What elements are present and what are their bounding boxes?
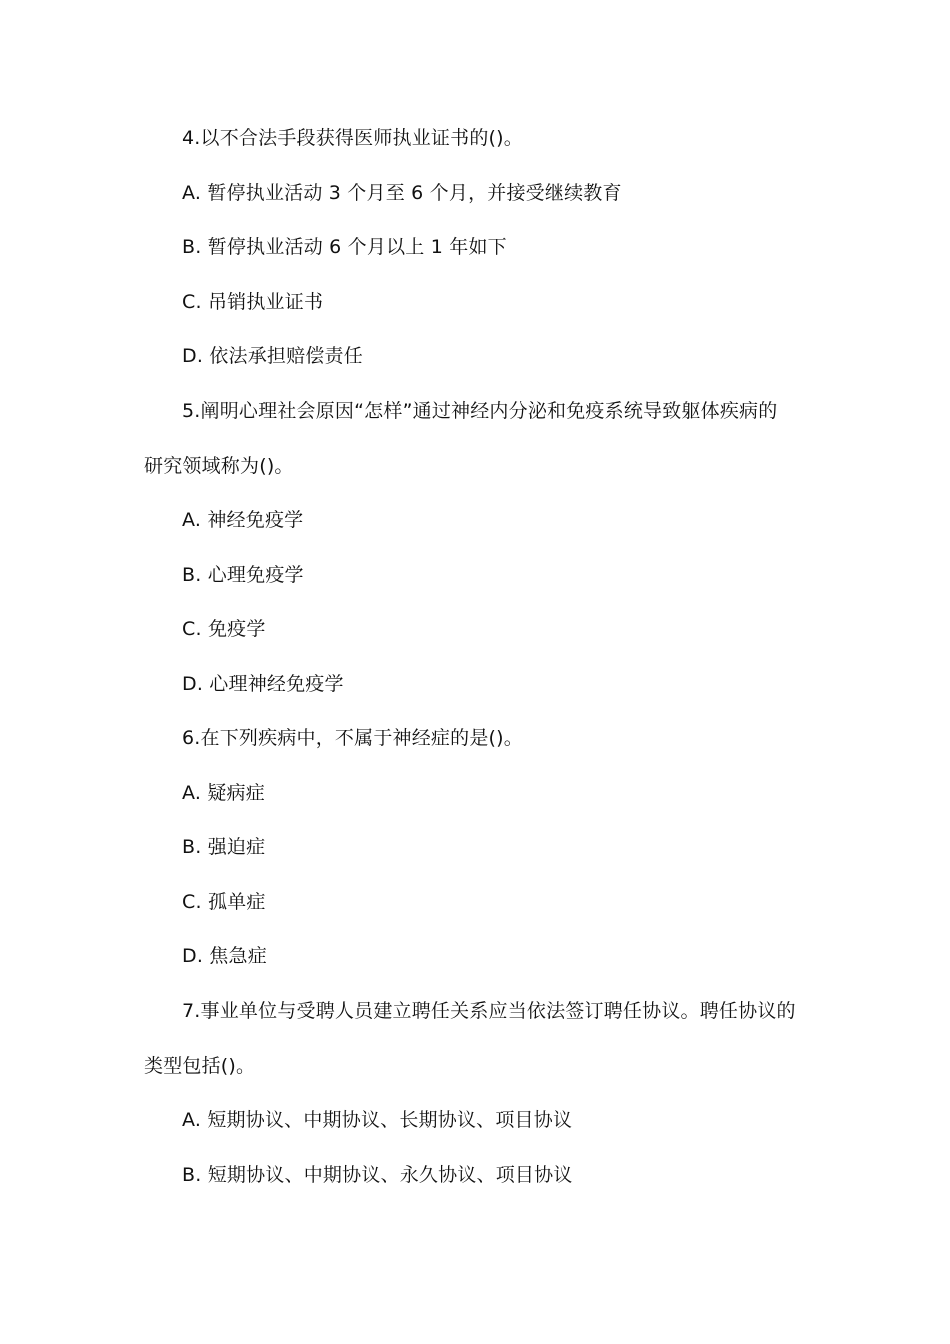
question-6-stem: 6.在下列疾病中，不属于神经症的是()。 <box>182 727 523 749</box>
question-4-option-c: C. 吊销执业证书 <box>182 291 324 313</box>
question-5-option-a: A. 神经免疫学 <box>182 509 304 531</box>
question-6-option-c: C. 孤单症 <box>182 891 266 913</box>
question-5-stem-line-1: 5.阐明心理社会原因“怎样”通过神经内分泌和免疫系统导致躯体疾病的 <box>182 400 778 422</box>
question-6-option-d: D. 焦急症 <box>182 945 267 967</box>
question-6-option-b: B. 强迫症 <box>182 836 266 858</box>
question-7-stem-line-1: 7.事业单位与受聘人员建立聘任关系应当依法签订聘任协议。聘任协议的 <box>182 1000 796 1022</box>
question-4-option-d: D. 依法承担赔偿责任 <box>182 345 363 367</box>
question-5-option-c: C. 免疫学 <box>182 618 266 640</box>
question-5-option-b: B. 心理免疫学 <box>182 564 304 586</box>
question-7-option-a: A. 短期协议、中期协议、长期协议、项目协议 <box>182 1109 573 1131</box>
question-4-option-a: A. 暂停执业活动 3 个月至 6 个月，并接受继续教育 <box>182 182 622 204</box>
question-7-stem-line-2: 类型包括()。 <box>144 1055 256 1077</box>
question-5-option-d: D. 心理神经免疫学 <box>182 673 344 695</box>
question-7-option-b: B. 短期协议、中期协议、永久协议、项目协议 <box>182 1164 573 1186</box>
question-4-option-b: B. 暂停执业活动 6 个月以上 1 年如下 <box>182 236 507 258</box>
question-4-stem: 4.以不合法手段获得医师执业证书的()。 <box>182 127 523 149</box>
question-5-stem-line-2: 研究领域称为()。 <box>144 455 294 477</box>
question-6-option-a: A. 疑病症 <box>182 782 265 804</box>
